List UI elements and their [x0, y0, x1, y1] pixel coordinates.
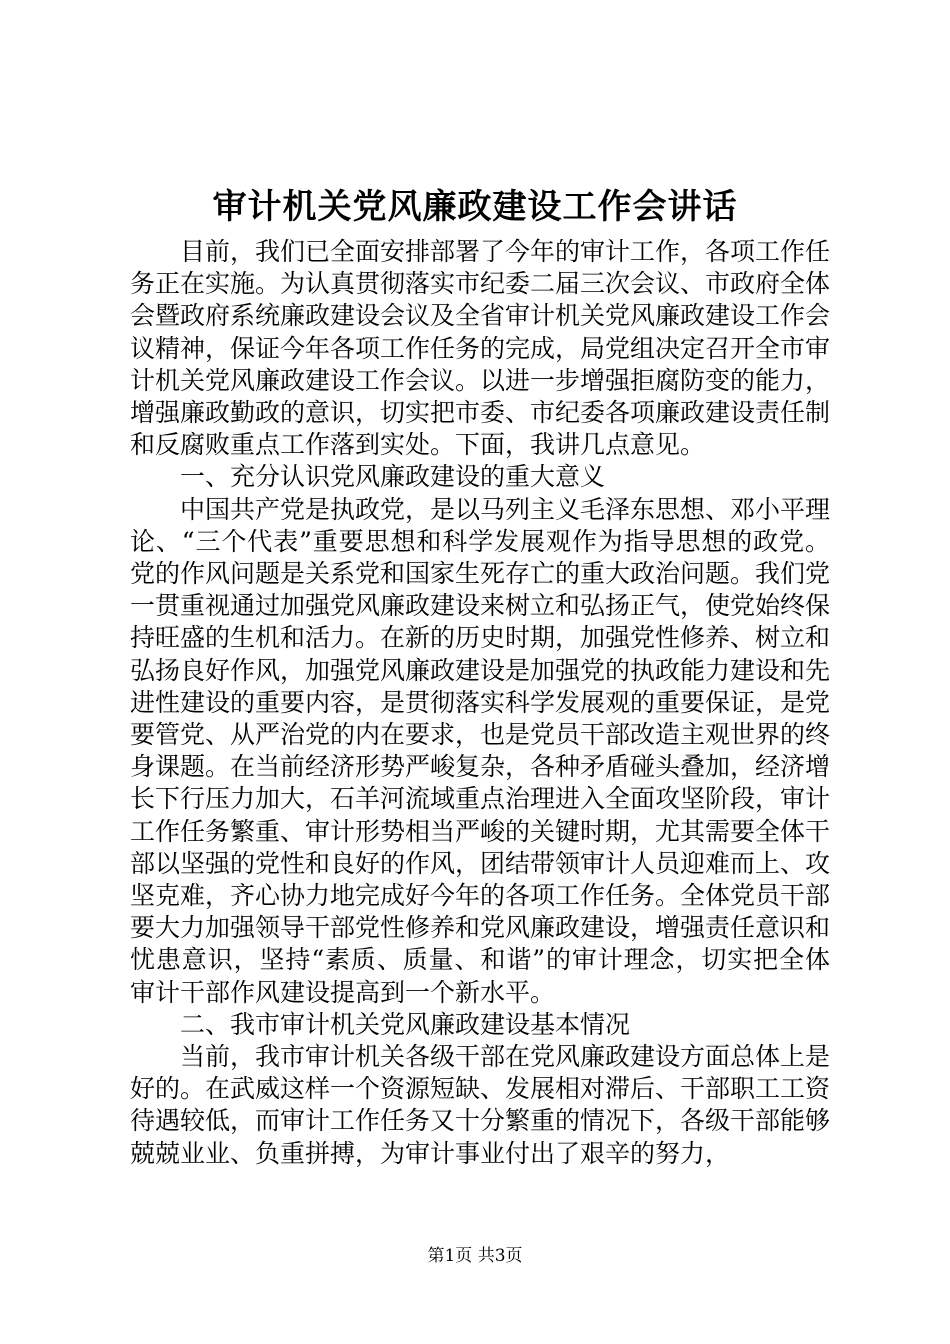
section-1-paragraph: 中国共产党是执政党，是以马列主义毛泽东思想、邓小平理论、“三个代表”重要思想和科学发展观作为指导思想的政党。党的作风问题是关系党和国家生死存亡的重大政治问题。我们党一贯重视通过加强党风廉政建设来树立和弘扬正气，使党始终保持旺盛的生机和活力。在新的历史时期，加强党性修养、树立和弘扬良好作风，加强党风廉政建设是加强党的执政能力建设和先进性建设的重要内容，是贯彻落实科学发展观的重要保证，是党要管党、从严治党的内在要求，也是党员干部改造主观世界的终身课题。在当前经济形势严峻复杂，各种矛盾碰头叠加，经济增长下行压力加大，石羊河流域重点治理进入全面攻坚阶段，审计工作任务繁重、审计形势相当严峻的关键时期，尤其需要全体干部以坚强的党性和良好的作风，团结带领审计人员迎难而上、攻坚克难，齐心协力地完成好今年的各项工作任务。全体党员干部要大力加强领导干部党性修养和党风廉政建设，增强责任意识和忧患意识，坚持“素质、质量、和谐”的审计理念，切实把全体审计干部作风建设提高到一个新水平。 [130, 494, 831, 1007]
intro-paragraph: 目前，我们已全面安排部署了今年的审计工作，各项工作任务正在实施。为认真贯彻落实市纪委二届三次会议、市政府全体会暨政府系统廉政建设会议及全省审计机关党风廉政建设工作会议精神，保证今年各项工作任务的完成，局党组决定召开全市审计机关党风廉政建设工作会议。以进一步增强拒腐防变的能力，增强廉政勤政的意识，切实把市委、市纪委各项廉政建设责任制和反腐败重点工作落到实处。下面，我讲几点意见。 [130, 237, 831, 460]
section-heading-1: 一、充分认识党风廉政建设的重大意义 [180, 462, 606, 492]
document-title: 审计机关党风廉政建设工作会讲话 [212, 187, 738, 227]
section-2-paragraph: 当前，我市审计机关各级干部在党风廉政建设方面总体上是好的。在武威这样一个资源短缺、发展相对滞后、干部职工工资待遇较低，而审计工作任务又十分繁重的情况下，各级干部能够兢兢业业、负重拼搏，为审计事业付出了艰辛的努力， [130, 1042, 831, 1168]
document-body [130, 236, 830, 1170]
page-number-footer: 第1页 共3页 [427, 1246, 523, 1266]
section-heading-2: 二、我市审计机关党风廉政建设基本情况 [180, 1009, 631, 1039]
